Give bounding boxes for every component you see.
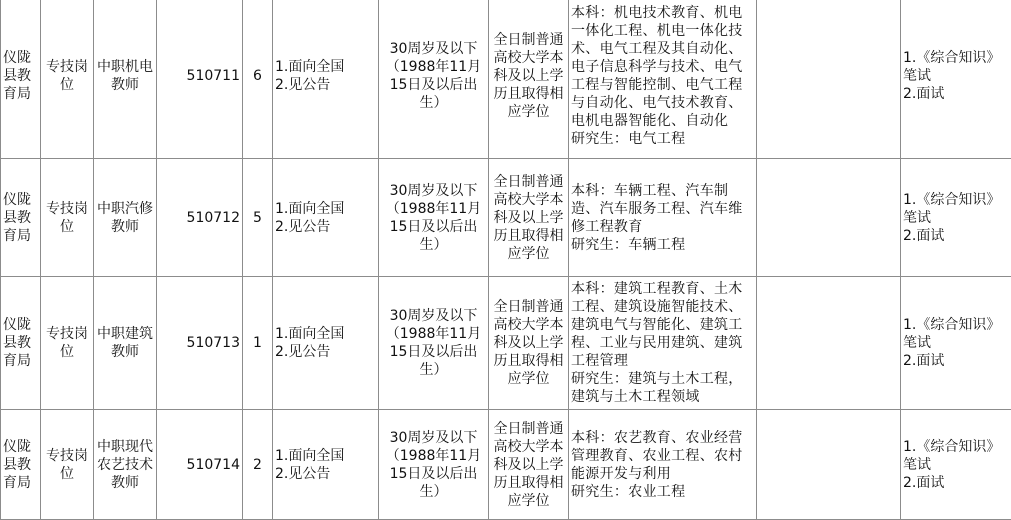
exam-cell: [901, 0, 1011, 159]
scope-line: 1.面向全国: [275, 325, 376, 343]
remark-cell: [757, 410, 901, 520]
major-cell: [569, 277, 757, 410]
scope-line: 1.面向全国: [275, 447, 376, 465]
scope-cell: [273, 277, 379, 410]
education-cell: 全日制普通高校大学本科及以上学历且取得相应学位: [489, 0, 569, 159]
scope-line: 2.见公告: [275, 76, 376, 94]
position-cell: 中职现代农艺技术教师: [94, 410, 157, 520]
age-requirement-cell: 30周岁及以下（1988年11月 15日及以后出生）: [379, 159, 489, 277]
position-cell: 中职机电教师: [94, 0, 157, 159]
position-cell: 中职汽修教师: [94, 159, 157, 277]
table-row: [1, 277, 1011, 410]
exam-interview: 2.面试: [903, 227, 1009, 245]
position-code-cell: 510713: [157, 277, 243, 410]
post-type-cell: 专技岗位: [41, 159, 94, 277]
position-code-cell: 510711: [157, 0, 243, 159]
scope-cell: [273, 0, 379, 159]
hiring-count-cell: 5: [243, 159, 273, 277]
age-requirement-cell: 30周岁及以下（1988年11月 15日及以后出生）: [379, 277, 489, 410]
major-undergrad: 本科：车辆工程、汽车制造、汽车服务工程、汽车维修工程教育: [571, 182, 754, 236]
post-type-cell: 专技岗位: [41, 0, 94, 159]
table-row: [1, 0, 1011, 159]
hiring-count-cell: 6: [243, 0, 273, 159]
table-row: [1, 410, 1011, 520]
scope-line: 2.见公告: [275, 343, 376, 361]
major-undergrad: 本科：建筑工程教育、土木工程、建筑设施智能技术、建筑电气与智能化、建筑工程、工业与民用建筑、建筑工程管理: [571, 280, 754, 370]
exam-cell: [901, 410, 1011, 520]
exam-written: 1.《综合知识》笔试: [903, 316, 1009, 352]
education-cell: 全日制普通高校大学本科及以上学历且取得相应学位: [489, 159, 569, 277]
scope-cell: [273, 159, 379, 277]
major-cell: [569, 159, 757, 277]
remark-cell: [757, 159, 901, 277]
remark-cell: [757, 277, 901, 410]
exam-interview: 2.面试: [903, 85, 1009, 103]
hiring-count-cell: 1: [243, 277, 273, 410]
table-row: [1, 159, 1011, 277]
scope-line: 2.见公告: [275, 218, 376, 236]
age-requirement-cell: 30周岁及以下（1988年11月 15日及以后出生）: [379, 0, 489, 159]
org-cell: 仪陇县教育局: [1, 159, 41, 277]
major-undergrad: 本科：农艺教育、农业经营管理教育、农业工程、农村能源开发与利用: [571, 429, 754, 483]
major-undergrad: 本科：机电技术教育、机电一体化工程、机电一体化技术、电气工程及其自动化、电子信息科学与技术、电气工程与智能控制、电气工程与自动化、电气技术教育、电机电器智能化、自动化: [571, 4, 754, 130]
exam-cell: [901, 277, 1011, 410]
post-type-cell: 专技岗位: [41, 410, 94, 520]
scope-cell: [273, 410, 379, 520]
exam-cell: [901, 159, 1011, 277]
post-type-cell: 专技岗位: [41, 277, 94, 410]
position-code-cell: 510712: [157, 159, 243, 277]
org-cell: 仪陇县教育局: [1, 410, 41, 520]
major-graduate: 研究生：电气工程: [571, 130, 754, 148]
major-graduate: 研究生：建筑与土木工程，建筑与土木工程领域: [571, 370, 754, 406]
scope-line: 1.面向全国: [275, 200, 376, 218]
age-requirement-cell: 30周岁及以下（1988年11月 15日及以后出生）: [379, 410, 489, 520]
org-cell: 仪陇县教育局: [1, 0, 41, 159]
remark-cell: [757, 0, 901, 159]
position-cell: 中职建筑教师: [94, 277, 157, 410]
org-cell: 仪陇县教育局: [1, 277, 41, 410]
hiring-count-cell: 2: [243, 410, 273, 520]
major-cell: [569, 0, 757, 159]
education-cell: 全日制普通高校大学本科及以上学历且取得相应学位: [489, 410, 569, 520]
education-cell: 全日制普通高校大学本科及以上学历且取得相应学位: [489, 277, 569, 410]
scope-line: 1.面向全国: [275, 58, 376, 76]
exam-interview: 2.面试: [903, 474, 1009, 492]
scope-line: 2.见公告: [275, 465, 376, 483]
position-code-cell: 510714: [157, 410, 243, 520]
major-graduate: 研究生：农业工程: [571, 483, 754, 501]
major-graduate: 研究生：车辆工程: [571, 236, 754, 254]
exam-written: 1.《综合知识》笔试: [903, 191, 1009, 227]
exam-written: 1.《综合知识》笔试: [903, 438, 1009, 474]
major-cell: [569, 410, 757, 520]
exam-interview: 2.面试: [903, 352, 1009, 370]
exam-written: 1.《综合知识》笔试: [903, 49, 1009, 85]
